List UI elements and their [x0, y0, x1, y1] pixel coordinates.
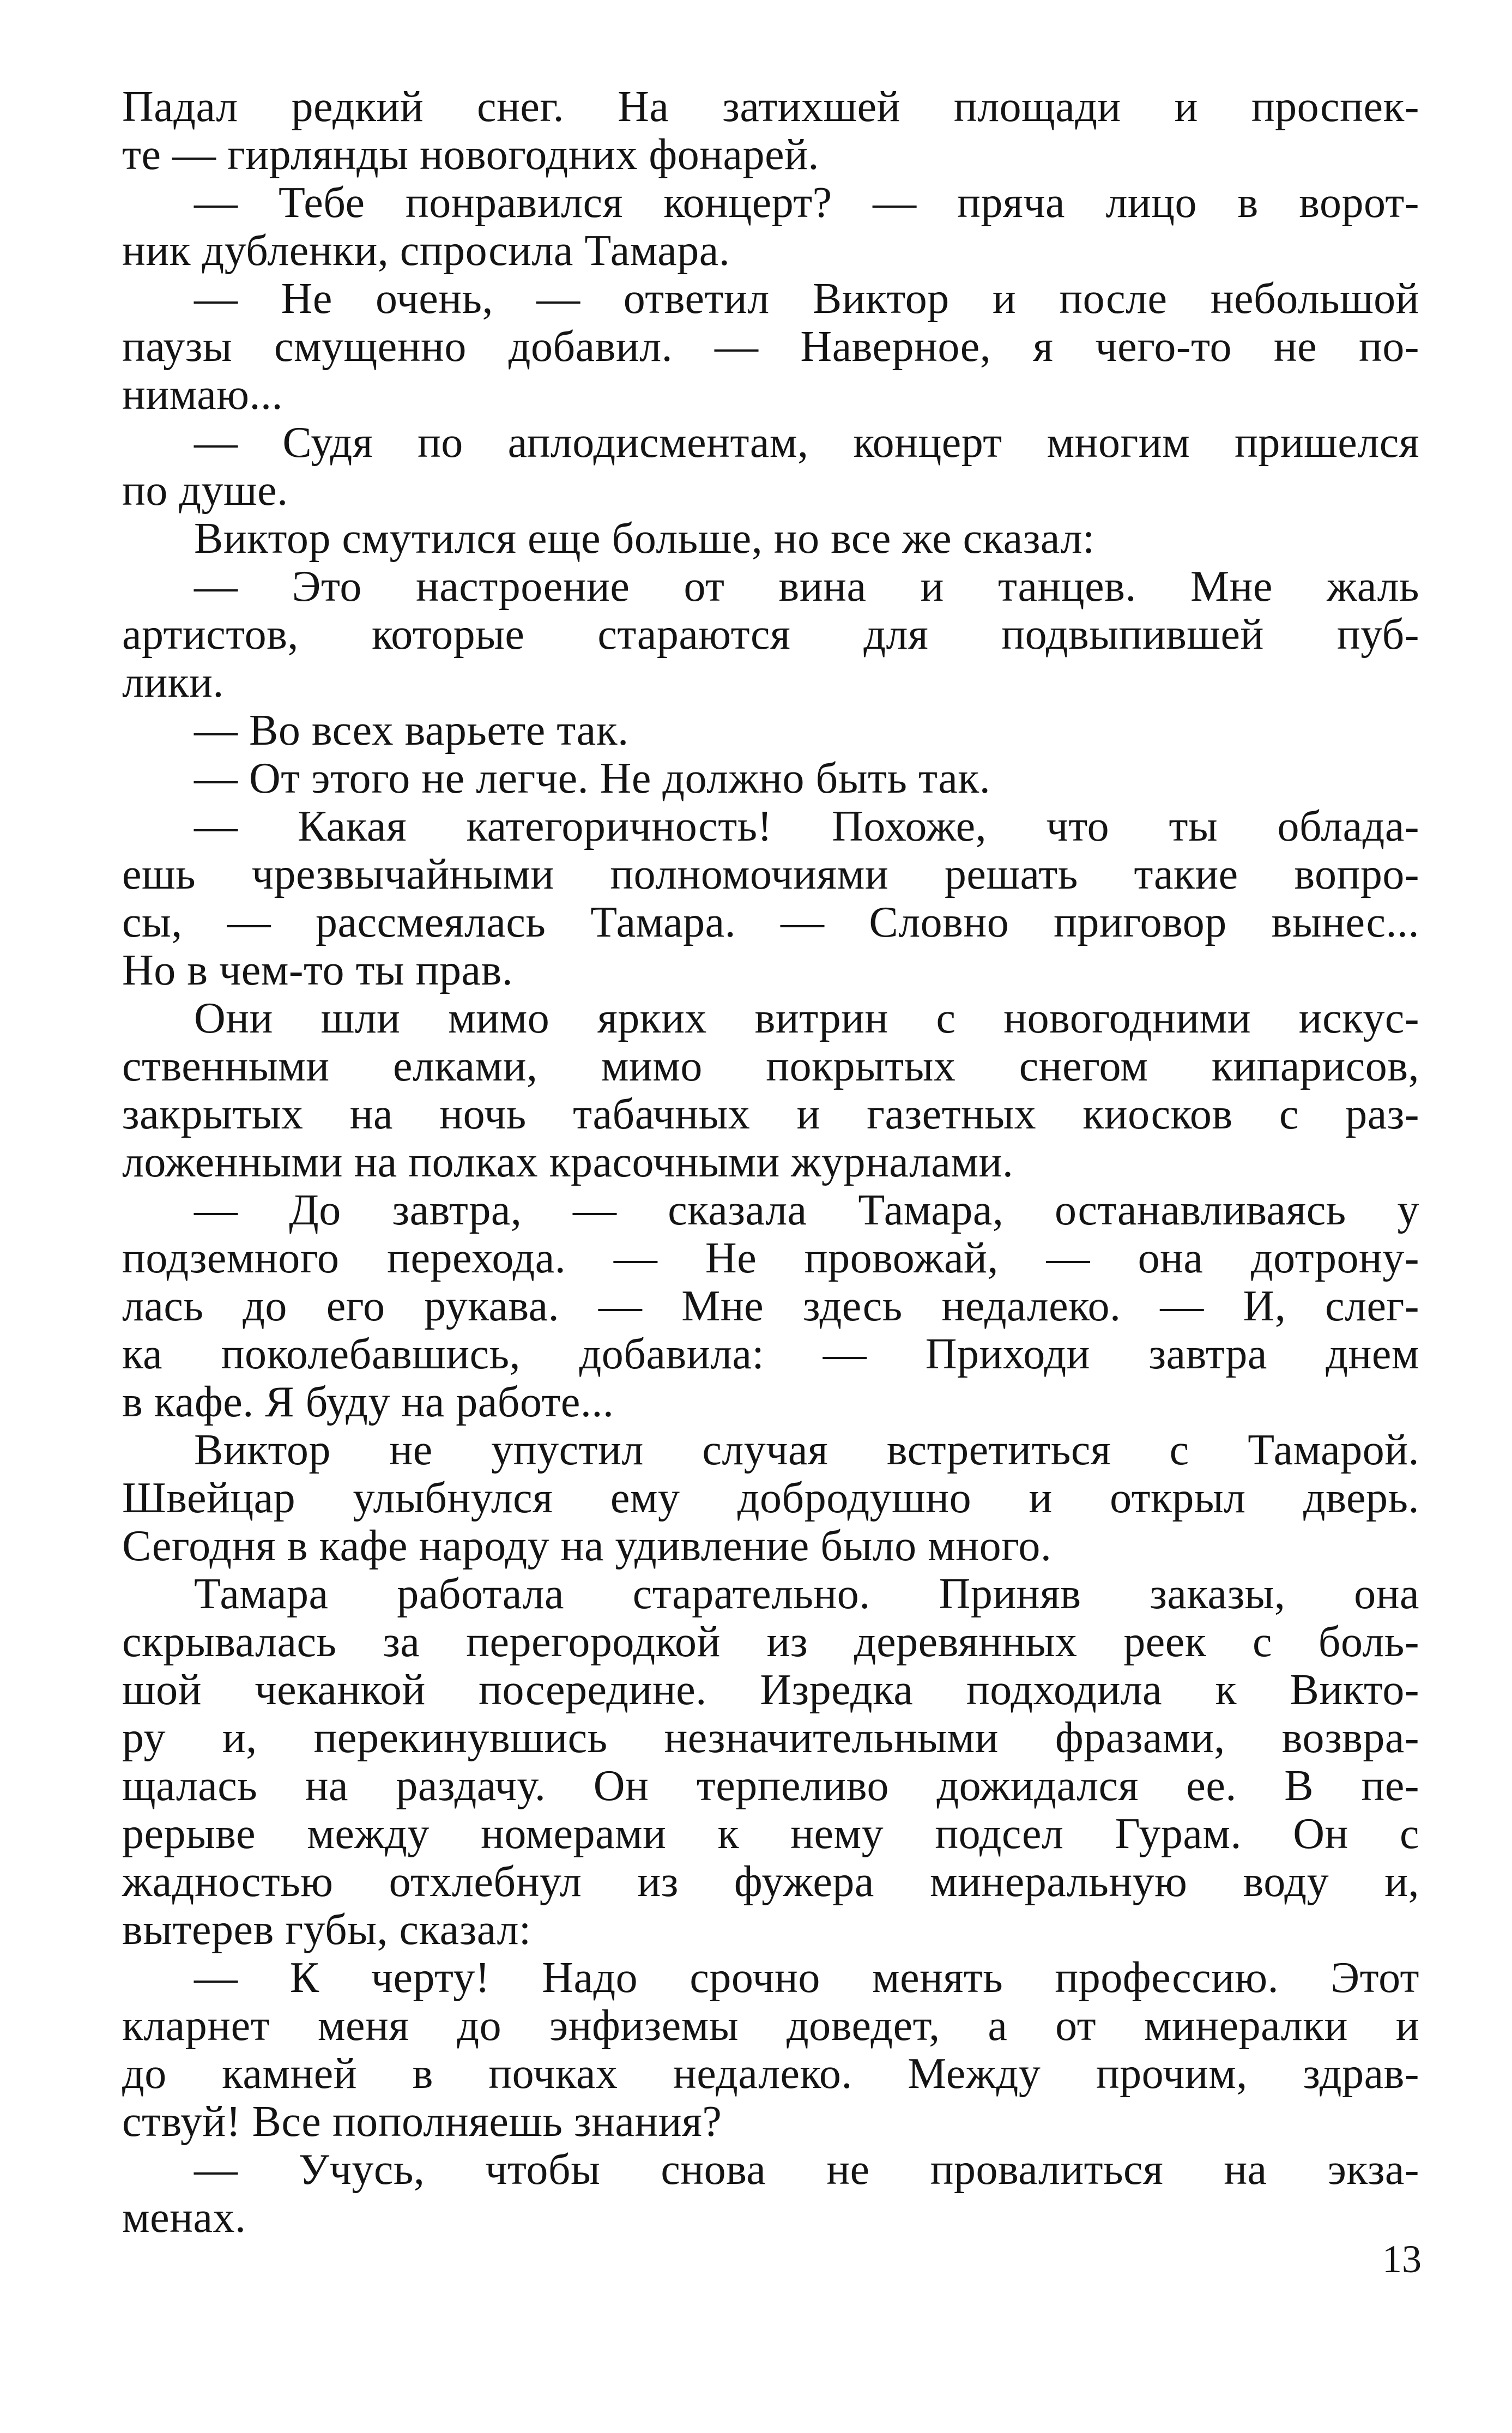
text-line: ру и, перекинувшись незначительными фразами, возвра- — [122, 1714, 1419, 1762]
text-line: жадностью отхлебнул из фужера минеральную воду и, — [122, 1858, 1419, 1906]
text-line: — К черту! Надо срочно менять профессию. Этот — [194, 1954, 1419, 2002]
body-text — [122, 83, 1419, 2242]
text-line: ешь чрезвычайными полномочиями решать такие вопро- — [122, 850, 1419, 898]
text-line: Они шли мимо ярких витрин с новогодними искус- — [194, 994, 1419, 1042]
text-line: лики. — [122, 659, 224, 707]
text-line: по душе. — [122, 467, 288, 515]
text-line: — Не очень, — ответил Виктор и после небольшой — [194, 275, 1419, 323]
text-line: паузы смущенно добавил. — Наверное, я чего-то не по- — [122, 323, 1419, 371]
text-line: щалась на раздачу. Он терпеливо дожидался ее. В пе- — [122, 1762, 1419, 1810]
text-line: вытерев губы, сказал: — [122, 1906, 531, 1954]
text-line: сы, — рассмеялась Тамара. — Словно приговор вынес... — [122, 898, 1419, 946]
text-line: ник дубленки, спросила Тамара. — [122, 227, 730, 275]
text-line: артистов, которые стараются для подвыпившей пуб- — [122, 611, 1419, 659]
text-line: — Это настроение от вина и танцев. Мне жаль — [194, 563, 1419, 611]
text-line: нимаю... — [122, 371, 283, 419]
text-line: шой чеканкой посередине. Изредка подходила к Викто- — [122, 1666, 1419, 1714]
text-line: менах. — [122, 2194, 246, 2242]
text-line: — Судя по аплодисментам, концерт многим пришелся — [194, 419, 1419, 467]
text-line: ка поколебавшись, добавила: — Приходи завтра днем — [122, 1330, 1419, 1378]
text-line: те — гирлянды новогодних фонарей. — [122, 131, 819, 179]
text-line: ложенными на полках красочными журналами. — [122, 1138, 1014, 1186]
text-line: Виктор не упустил случая встретиться с Тамарой. — [194, 1426, 1419, 1474]
text-line: — Учусь, чтобы снова не провалиться на экза- — [194, 2146, 1419, 2194]
text-line: — От этого не легче. Не должно быть так. — [194, 754, 991, 802]
text-line: Сегодня в кафе народу на удивление было много. — [122, 1522, 1052, 1570]
text-line: — До завтра, — сказала Тамара, останавливаясь у — [194, 1186, 1419, 1234]
text-line: Падал редкий снег. На затихшей площади и проспек- — [122, 83, 1419, 131]
text-line: кларнет меня до энфиземы доведет, а от минералки и — [122, 2002, 1419, 2050]
text-line: до камней в почках недалеко. Между прочим, здрав- — [122, 2050, 1419, 2098]
text-line: Но в чем-то ты прав. — [122, 946, 513, 994]
text-line: Швейцар улыбнулся ему добродушно и открыл дверь. — [122, 1474, 1419, 1522]
text-line: лась до его рукава. — Мне здесь недалеко. — И, слег- — [122, 1282, 1419, 1330]
text-line: закрытых на ночь табачных и газетных киосков с раз- — [122, 1090, 1419, 1138]
text-line: Тамара работала старательно. Приняв заказы, она — [194, 1570, 1419, 1618]
text-line: скрывалась за перегородкой из деревянных реек с боль- — [122, 1618, 1419, 1666]
text-line: — Тебе понравился концерт? — пряча лицо в ворот- — [194, 179, 1419, 227]
text-line: — Какая категоричность! Похоже, что ты облада- — [194, 802, 1419, 850]
text-line: Виктор смутился еще больше, но все же сказал: — [194, 515, 1095, 563]
text-line: — Во всех варьете так. — [194, 707, 629, 754]
text-line: ствуй! Все пополняешь знания? — [122, 2098, 722, 2146]
text-line: подземного перехода. — Не провожай, — она дотрону- — [122, 1234, 1419, 1282]
page-number: 13 — [1382, 2237, 1422, 2281]
text-line: ственными елками, мимо покрытых снегом кипарисов, — [122, 1042, 1419, 1090]
text-line: в кафе. Я буду на работе... — [122, 1378, 614, 1426]
text-line: рерыве между номерами к нему подсел Гурам. Он с — [122, 1810, 1419, 1858]
